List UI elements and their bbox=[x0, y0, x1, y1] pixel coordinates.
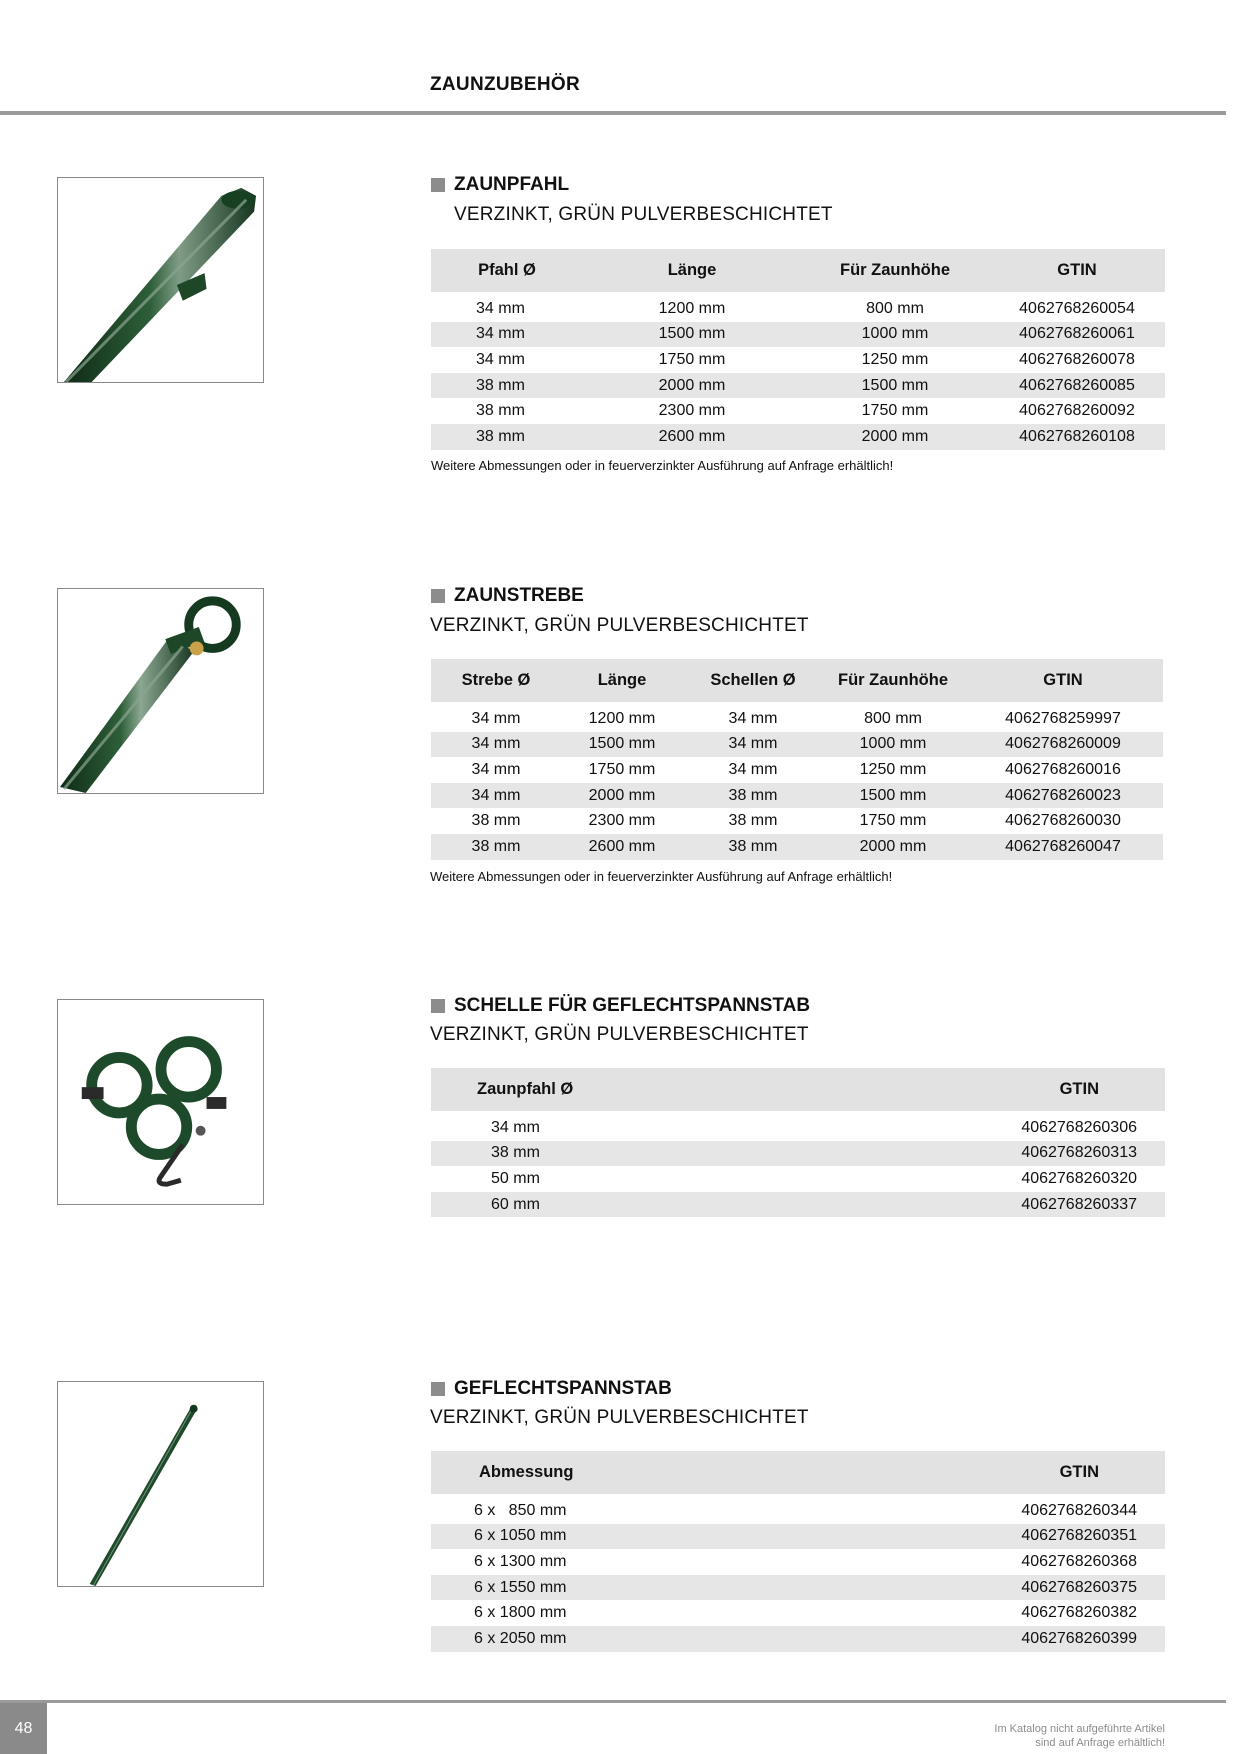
column-header: Abmessung bbox=[431, 1451, 831, 1494]
column-header: Für Zaunhöhe bbox=[801, 249, 989, 292]
column-header: Schellen Ø bbox=[683, 659, 823, 702]
product-table bbox=[431, 659, 1163, 860]
section-title: ZAUNSTREBE bbox=[431, 585, 584, 607]
product-table bbox=[431, 249, 1165, 450]
square-bullet-icon bbox=[431, 178, 445, 192]
page-number: 48 bbox=[0, 1703, 47, 1754]
table-row: 34 mm 1200 mm 800 mm 4062768260054 bbox=[476, 299, 1135, 317]
footer-divider bbox=[0, 1700, 1226, 1703]
section-subtitle: VERZINKT, GRÜN PULVERBESCHICHTET bbox=[430, 1024, 809, 1045]
fence-post-image bbox=[57, 177, 264, 383]
column-header: Für Zaunhöhe bbox=[823, 659, 963, 702]
table-row: 38 mm 4062768260313 bbox=[431, 1141, 1165, 1167]
section-title: SCHELLE FÜR GEFLECHTSPANNSTAB bbox=[431, 995, 810, 1017]
table-row: 34 mm 1750 mm 1250 mm 4062768260078 bbox=[476, 350, 1135, 368]
table-row: 6 x 2050 mm 4062768260399 bbox=[431, 1626, 1165, 1652]
column-header: Zaunpfahl Ø bbox=[431, 1068, 831, 1111]
table-row: 34 mm 2000 mm 38 mm 1500 mm 4062768260023 bbox=[431, 783, 1163, 809]
section-subtitle: VERZINKT, GRÜN PULVERBESCHICHTET bbox=[430, 615, 809, 636]
tension-bar-image bbox=[57, 1381, 264, 1587]
table-row: 6 x 850 mm 4062768260344 bbox=[474, 1501, 1137, 1519]
table-row: 38 mm 2600 mm 38 mm 2000 mm 4062768260047 bbox=[431, 834, 1163, 860]
table-row: 34 mm 4062768260306 bbox=[491, 1118, 1137, 1136]
table-row: 60 mm 4062768260337 bbox=[431, 1192, 1165, 1218]
section-subtitle: VERZINKT, GRÜN PULVERBESCHICHTET bbox=[430, 1407, 809, 1428]
column-header: GTIN bbox=[963, 659, 1163, 702]
column-header: Länge bbox=[561, 659, 683, 702]
column-header: GTIN bbox=[831, 1068, 1165, 1111]
square-bullet-icon bbox=[431, 1382, 445, 1396]
section-title: ZAUNPFAHL bbox=[431, 174, 569, 196]
square-bullet-icon bbox=[431, 999, 445, 1013]
clamp-image bbox=[57, 999, 264, 1205]
table-row: 50 mm 4062768260320 bbox=[491, 1169, 1137, 1187]
section-title: GEFLECHTSPANNSTAB bbox=[431, 1378, 672, 1400]
square-bullet-icon bbox=[431, 589, 445, 603]
table-row: 38 mm 2600 mm 2000 mm 4062768260108 bbox=[431, 424, 1165, 450]
table-row: 34 mm 1750 mm 34 mm 1250 mm 4062768260016 bbox=[471, 760, 1121, 778]
table-row: 38 mm 2000 mm 1500 mm 4062768260085 bbox=[431, 373, 1165, 399]
product-table bbox=[431, 1068, 1165, 1217]
header-divider bbox=[0, 111, 1226, 115]
column-header: Strebe Ø bbox=[431, 659, 561, 702]
table-row: 34 mm 1500 mm 34 mm 1000 mm 4062768260009 bbox=[431, 732, 1163, 758]
table-row: 34 mm 1200 mm 34 mm 800 mm 4062768259997 bbox=[471, 709, 1121, 727]
column-header: GTIN bbox=[831, 1451, 1165, 1494]
table-row: 6 x 1050 mm 4062768260351 bbox=[431, 1524, 1165, 1550]
availability-note: Weitere Abmessungen oder in feuerverzinkter Ausführung auf Anfrage erhältlich! bbox=[430, 869, 893, 884]
section-subtitle: VERZINKT, GRÜN PULVERBESCHICHTET bbox=[454, 204, 833, 225]
footer-note: Im Katalog nicht aufgeführte Artikel sind auf Anfrage erhältlich! bbox=[994, 1723, 1165, 1749]
table-row: 38 mm 2300 mm 38 mm 1750 mm 4062768260030 bbox=[471, 812, 1121, 830]
table-row: 6 x 1550 mm 4062768260375 bbox=[431, 1575, 1165, 1601]
product-table bbox=[431, 1451, 1165, 1652]
column-header: Länge bbox=[583, 249, 801, 292]
column-header: Pfahl Ø bbox=[431, 249, 583, 292]
page-title: ZAUNZUBEHÖR bbox=[430, 74, 581, 95]
table-row: 34 mm 1500 mm 1000 mm 4062768260061 bbox=[431, 322, 1165, 348]
table-row: 6 x 1300 mm 4062768260368 bbox=[474, 1552, 1137, 1570]
availability-note: Weitere Abmessungen oder in feuerverzinkter Ausführung auf Anfrage erhältlich! bbox=[431, 458, 894, 473]
fence-strut-image bbox=[57, 588, 264, 794]
table-row: 38 mm 2300 mm 1750 mm 4062768260092 bbox=[476, 402, 1135, 420]
table-row: 6 x 1800 mm 4062768260382 bbox=[474, 1604, 1137, 1622]
column-header: GTIN bbox=[989, 249, 1165, 292]
